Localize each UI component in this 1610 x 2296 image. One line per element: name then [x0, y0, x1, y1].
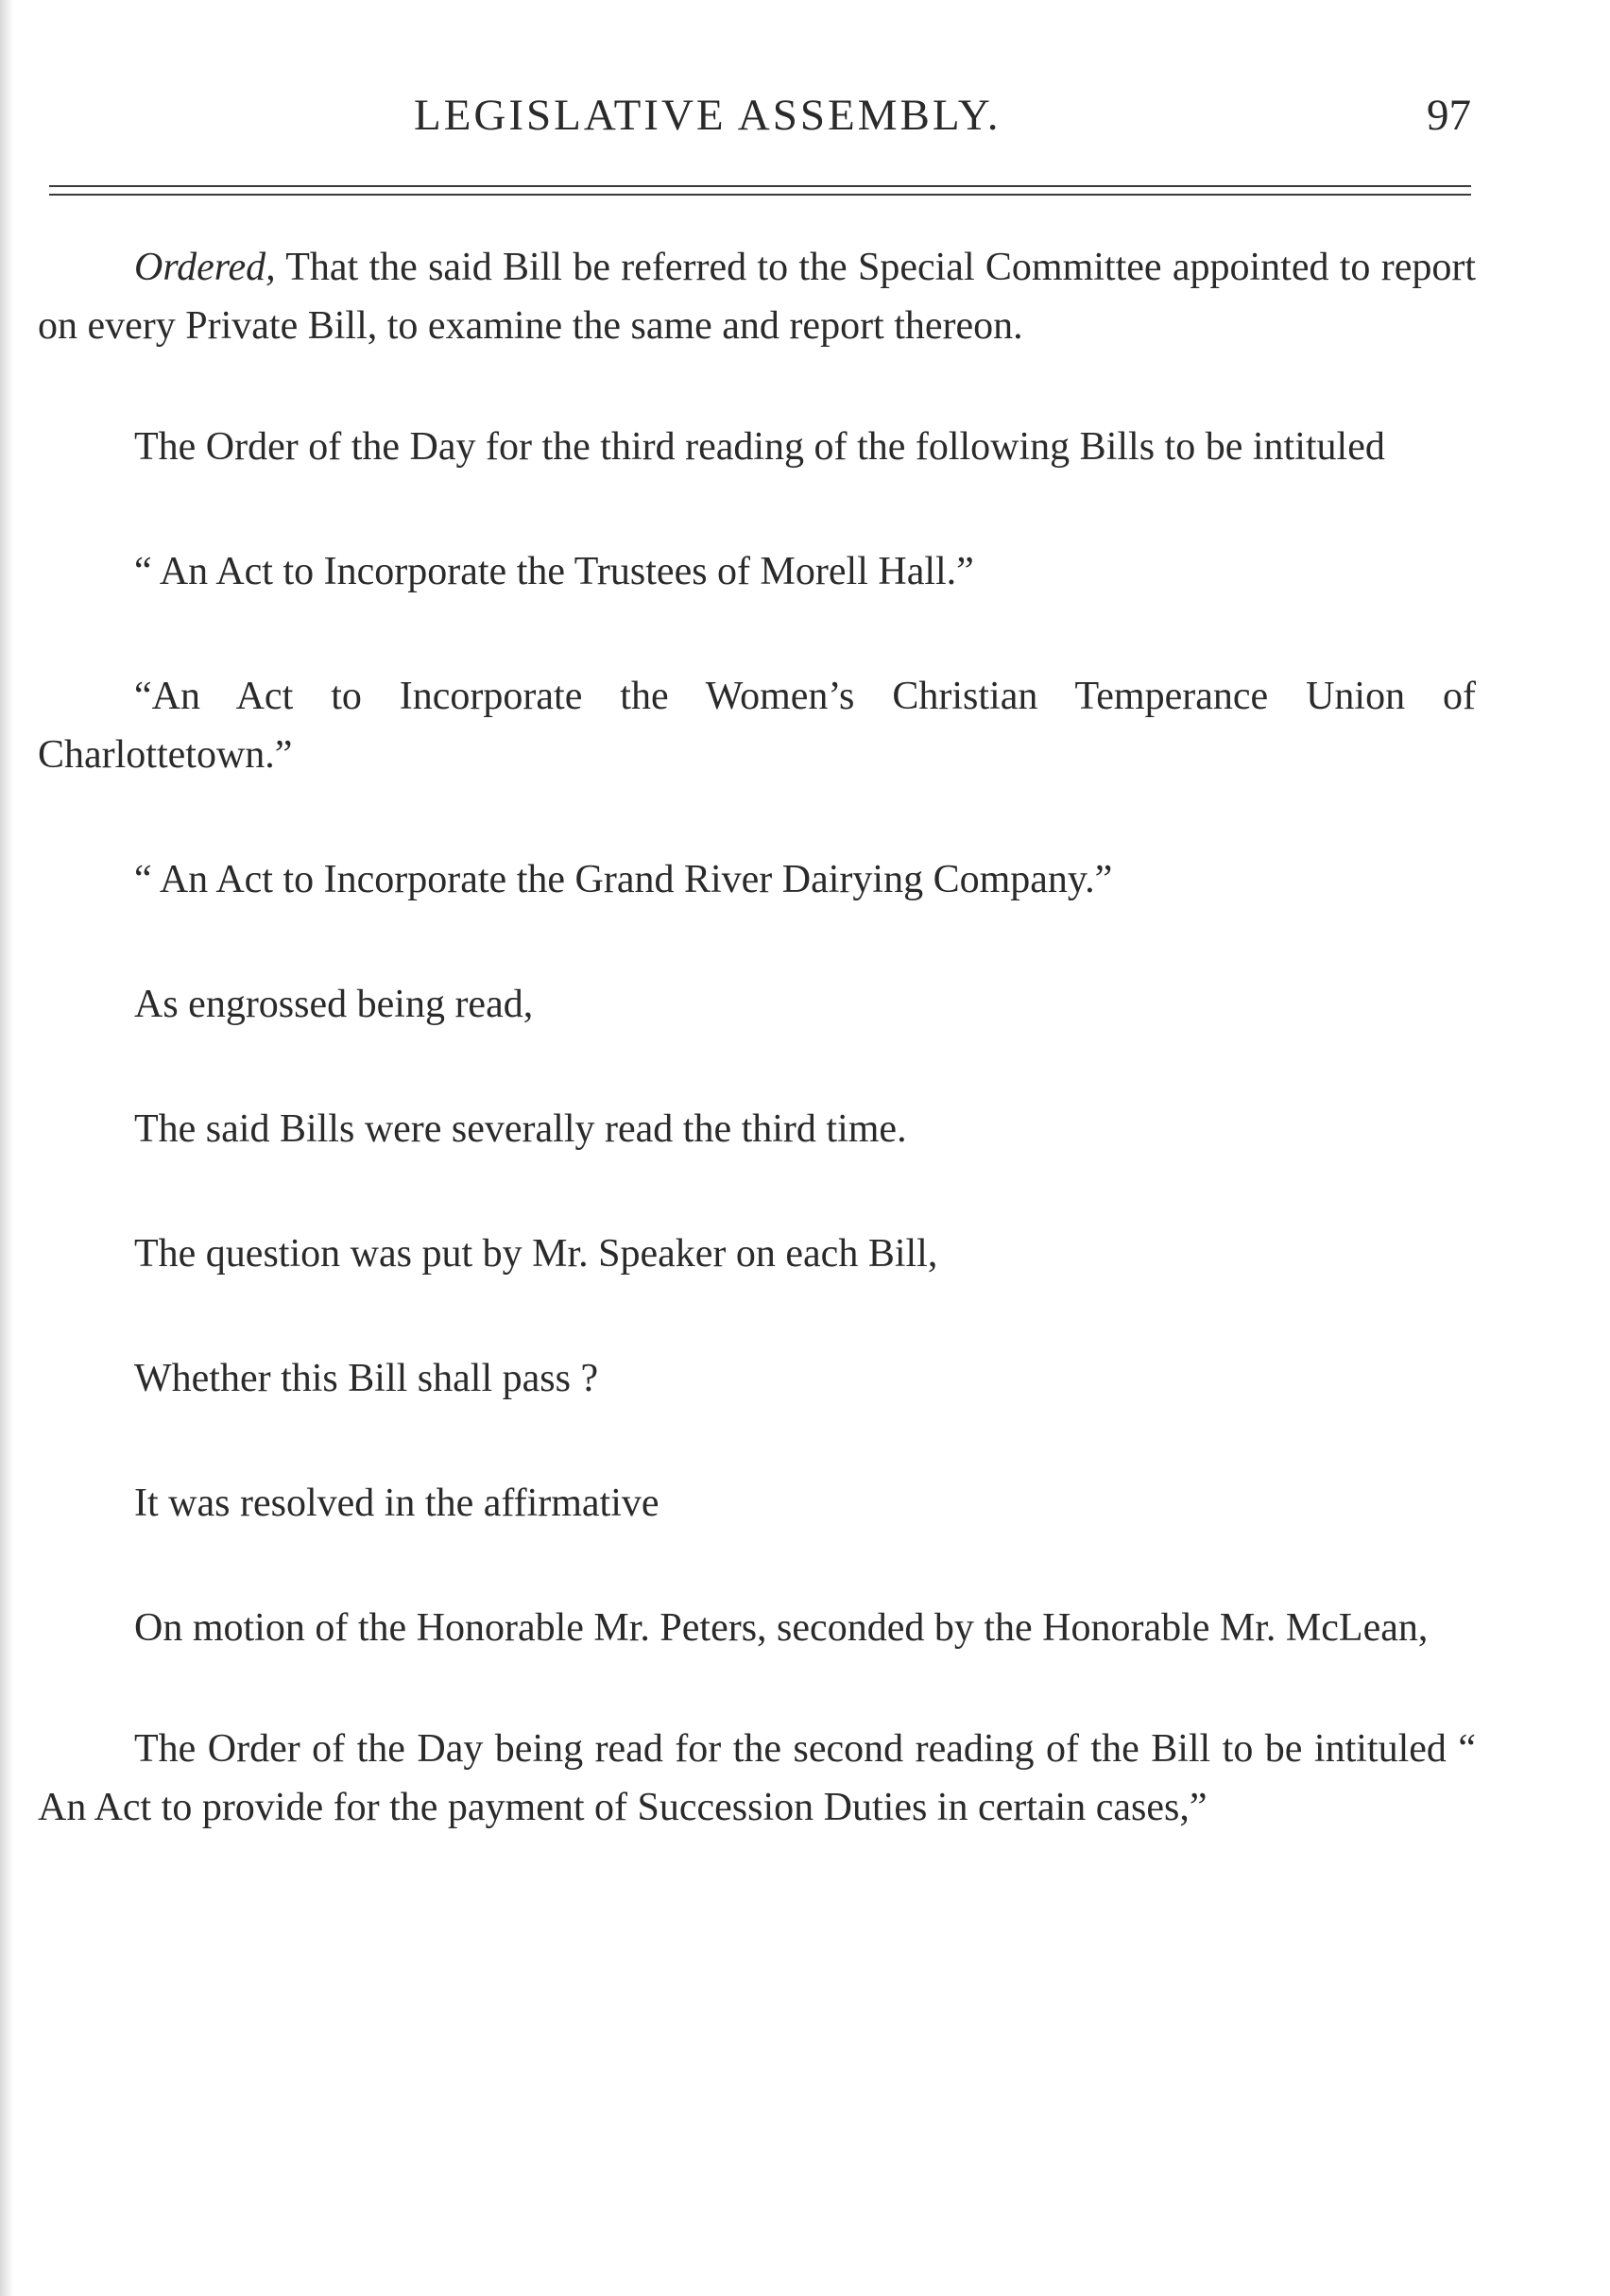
paragraph-ordered: [38, 238, 1476, 355]
paragraph-motion: On motion of the Honorable Mr. Peters, seconded by the Honorable Mr. McLean,: [134, 1606, 1429, 1650]
page-edge-shadow: [0, 0, 13, 2296]
running-title: LEGISLATIVE ASSEMBLY.: [414, 91, 1002, 140]
paragraph-second-reading: The Order of the Day being read for the second reading of the Bill to be intituled “ An Act to provide for the payment of Succession Duties in certain cases,”: [38, 1727, 1476, 1829]
paragraph-question-put: The question was put by Mr. Speaker on each Bill,: [134, 1232, 938, 1276]
bill-title-grand-river-dairying: “ An Act to Incorporate the Grand River Dairying Company.”: [134, 858, 1113, 901]
header-rule-top: [49, 185, 1471, 187]
header-rule-bottom: [49, 194, 1471, 196]
paragraph-engrossed: As engrossed being read,: [134, 983, 534, 1026]
page-header: [0, 87, 1610, 144]
ordered-text: That the said Bill be referred to the Special Committee appointed to report on every Private Bill, to examine the same and report thereon.: [38, 246, 1476, 348]
bill-title-morell-hall: “ An Act to Incorporate the Trustees of Morell Hall.”: [134, 550, 974, 593]
bill-title-wctu: “An Act to Incorporate the Women’s Christian Temperance Union of Charlottetown.”: [38, 675, 1476, 777]
page-number: 97: [1427, 91, 1471, 140]
paragraph-order-of-day-third-reading: The Order of the Day for the third reading of the following Bills to be intituled: [134, 425, 1385, 469]
paragraph-third-time: The said Bills were severally read the third time.: [134, 1107, 907, 1151]
paragraph-whether-pass: Whether this Bill shall pass ?: [134, 1357, 599, 1400]
page-body: [38, 238, 1476, 1837]
paragraph-resolved: It was resolved in the affirmative: [134, 1482, 659, 1525]
ordered-lead: Ordered,: [134, 246, 276, 289]
